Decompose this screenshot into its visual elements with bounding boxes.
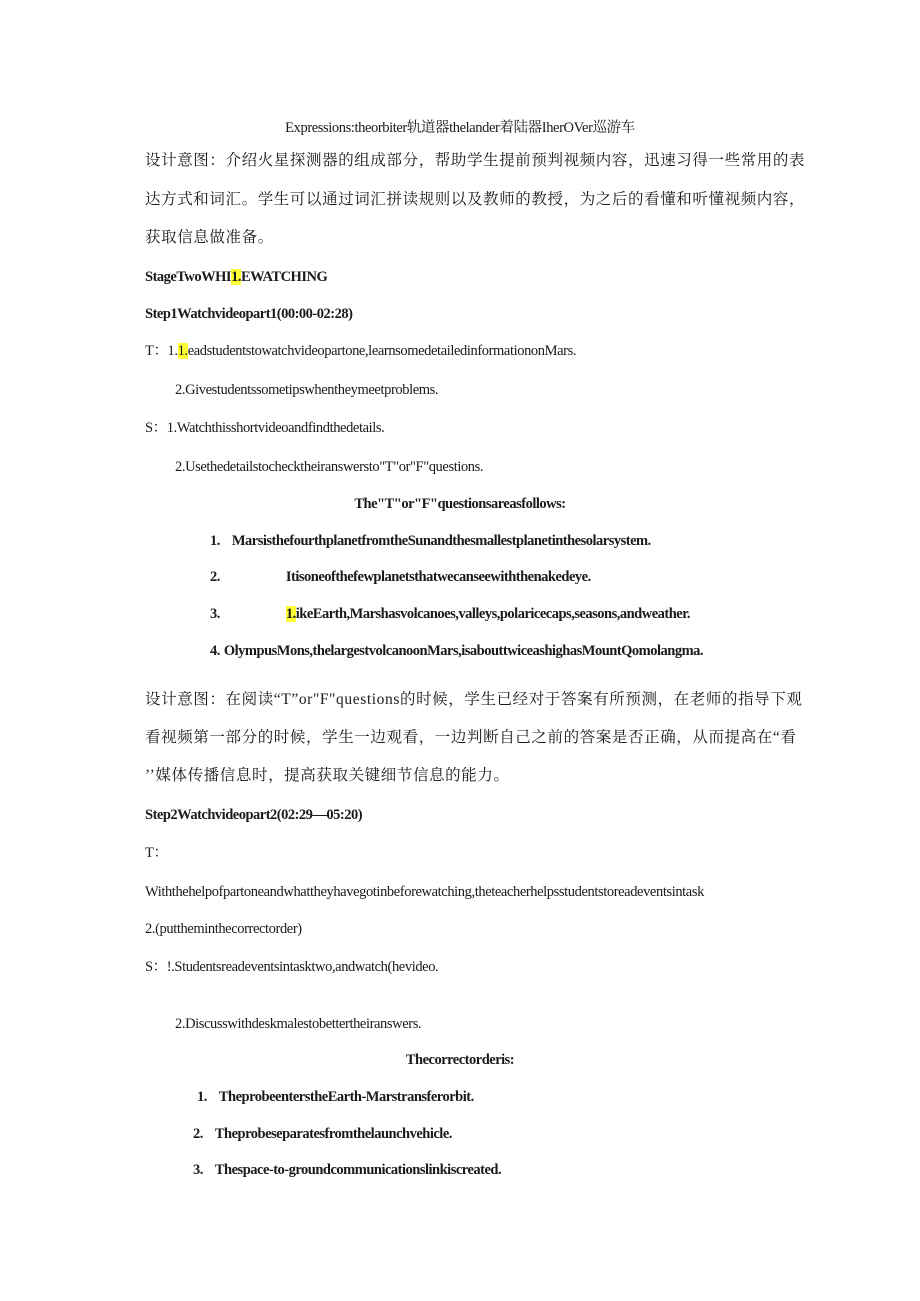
order-item-num: 2. [193, 1126, 203, 1142]
design-intent-1-line-2: 达方式和词汇。学生可以通过词汇拼读规则以及教师的教授，为之后的看懂和听懂视频内容， [145, 191, 806, 208]
teacher-line-1-text: eadstudentstowatchvideopartone,learnsomedetailedinformationonMars. [187, 343, 577, 359]
teacher-paragraph-line-2: 2.(puttheminthecorrectorder) [145, 921, 302, 937]
order-item-num: 3. [193, 1162, 203, 1178]
tf-item-text: ikeEarth,Marshasvolcanoes,valleys,polaricecaps,seasons,andweather. [295, 606, 690, 622]
tf-item-text: MarsisthefourthplanetfromtheSunandthesmallestplanetinthesolarsystem. [231, 533, 651, 549]
tf-item-text: OlympusMons,thelargestvolcanoonMars,isabouttwiceashighasMountQomolangma. [223, 643, 704, 659]
tf-item-num: 4. [210, 643, 220, 659]
expressions-line: Expressions:theorbiter轨道器thelander着陆器IherOVer巡游车 [285, 120, 635, 136]
teacher-line-1 [145, 341, 576, 361]
highlight-mark: 1. [177, 343, 188, 359]
tf-item-2 [210, 567, 591, 587]
design-intent-1-line-1: 设计意图：介绍火星探测器的组成部分，帮助学生提前预判视频内容，迅速习得一些常用的表 [145, 152, 806, 169]
teacher-prefix: T：1. [145, 343, 178, 359]
teacher-line-2: 2.Givestudentssometipswhentheymeetproblems. [175, 382, 439, 398]
order-item-2 [193, 1124, 452, 1144]
tf-item-3 [210, 604, 690, 624]
design-intent-2-line-1: 设计意图：在阅读“T”or"F"questions的时候，学生已经对于答案有所预测，在老师的指导下观 [145, 691, 803, 708]
tf-item-num: 1. [210, 533, 220, 549]
order-item-num: 1. [197, 1089, 207, 1105]
student-line-1: S：1.Watchthisshortvideoandfindthedetails. [145, 420, 385, 436]
order-heading: Thecorrectorderis: [405, 1052, 515, 1068]
design-intent-2-line-2: 看视频第一部分的时候，学生一边观看，一边判断自己之前的答案是否正确，从而提高在“看 [145, 729, 797, 746]
tf-heading: The"T"or"F"questionsareasfollows: [354, 496, 566, 512]
order-item-1 [197, 1087, 474, 1107]
student-line-3: S：!.Studentsreadeventsintasktwo,andwatch(hevideo. [145, 959, 439, 975]
tf-item-text: Itisoneofthefewplanetsthatwecanseewiththenakedeye. [285, 569, 591, 585]
stage-two-a: StageTwoWHI [145, 269, 232, 285]
design-intent-1-line-3: 获取信息做准备。 [145, 229, 274, 246]
teacher-label: T： [145, 845, 168, 861]
order-item-text: TheprobeenterstheEarth-Marstransferorbit. [218, 1089, 474, 1105]
stage-two-b: EWATCHING [240, 269, 328, 285]
highlight-mark: 1. [231, 269, 241, 285]
order-item-text: Thespace-to-groundcommunicationslinkiscreated. [214, 1162, 502, 1178]
highlight-mark: 1. [285, 606, 296, 622]
student-line-4: 2.Discusswithdeskmalestobettertheiranswers. [175, 1016, 422, 1032]
step1-heading: Step1Watchvideopart1(00:00-02:28) [145, 306, 353, 322]
order-item-text: Theprobeseparatesfromthelaunchvehicle. [214, 1126, 452, 1142]
student-line-2: 2.Usethedetailstochecktheiranswersto"T"or"F"questions. [175, 459, 484, 475]
tf-item-num: 3. [210, 606, 220, 622]
tf-item-num: 2. [210, 569, 220, 585]
stage-two-heading [145, 267, 327, 287]
tf-item-1 [210, 531, 651, 551]
design-intent-2-line-3: ’’媒体传播信息时，提高获取关键细节信息的能力。 [145, 767, 510, 784]
step2-heading: Step2Watchvideopart2(02:29—05:20) [145, 807, 363, 823]
order-item-3 [193, 1160, 501, 1180]
teacher-paragraph-line-1: Withthehelpofpartoneandwhattheyhavegotinbeforewatching,theteacherhelpsstudentstoreadeventsintask [145, 884, 704, 900]
tf-item-4 [210, 641, 703, 661]
